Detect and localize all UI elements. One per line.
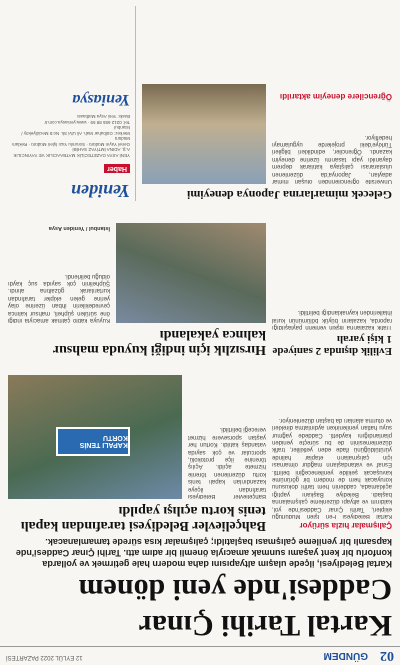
side-body-text: Üniversite öğrencilerinden oluşan mimar adayları, Japonya'da düzenlenen uluslararası çalıştaya katılarak deprem dayanıklı yapı tasarımı üzerine deneyim kazandı. Öğrenciler, edindikleri bilgileri Türkiye'deki projelerde uygulamayı hedefliyor.: [272, 133, 392, 184]
issue-date: 12 EYLÜL 2022 PAZARTESİ: [6, 654, 83, 660]
main-headline-line2: Caddesi'nde yeni dönem: [78, 573, 392, 606]
section-label: GÜNDEM: [323, 650, 368, 661]
small-headline: Evlilik dışında 2 saniyede 1 kişi yaralı: [272, 333, 392, 357]
side-headline: Gelecek mimarlarına Japonya deneyimi: [187, 188, 392, 202]
lower-band: [8, 6, 392, 201]
masthead-tag: Haber: [104, 164, 130, 173]
small-body-text: Trafik kazalarına ilişkin verilerin paylaşıldığı raporda, kazaların büyük bölümünün kural ihlallerinden kaynaklandığı belirtildi.: [272, 309, 392, 330]
small-article: [272, 207, 392, 357]
masthead-logo: Yeniden: [70, 181, 130, 201]
main-subhead: Çalışmalar hızla sürüyor: [299, 521, 392, 530]
page-header: [0, 646, 400, 665]
imprint-line3: Merkez: Gülbahar Mah. Ali Ulvi Sk. No:5 Mecidiyeköy / İstanbul: [21, 125, 130, 136]
page-number: 02: [380, 648, 394, 663]
tennis-court-photo: [8, 375, 182, 499]
tennis-sign: KAPALI TENİS KORTU: [56, 427, 130, 456]
main-headline-line1: Kartal Tarihi Çınar: [138, 609, 392, 642]
middle-band: [8, 207, 392, 357]
tennis-article: [8, 363, 266, 533]
tennis-body-text: Bahçelievler Belediyesi tarafından ilçeye kazandırılan kapalı tenis kortu düzenlenen törenle hizmete açıldı. Açılış törenine ilçe protokolü, sporcular ve çok sayıda vatandaş katıldı. Kortun her yaştan sporsevere hizmet vereceği belirtildi.: [188, 426, 266, 499]
police-photo: [116, 223, 266, 323]
main-lead: Kartal Belediyesi, ilçede ulaşım altyapısını daha modern hale getirmek ve yollarda konforlu bir kent yaşamı sunmak amacıyla önemli bir adım attı. Tarihi Çınar Caddesi'nde kapsamlı bir yenileme çalışması başlatıldı; çalışmalar kısa sürede tamamlanacak.: [15, 537, 392, 569]
police-article: [8, 207, 266, 357]
imprint-box: [8, 6, 136, 201]
masthead-logo-bottom: Yeniasya: [72, 91, 130, 108]
side-subhead: Öğrencilere deneyim aktarıldı: [279, 92, 392, 101]
tennis-headline: Bahçelievler Belediyesi tarafından kapalı tenis kortu açılışı yapıldı: [20, 503, 266, 533]
imprint-line4: Tel: 0212 655 88 59 · www.yeniasya.com.tr: [44, 120, 130, 125]
side-article: [142, 6, 392, 201]
upper-band: [8, 363, 392, 533]
imprint-line1: YENİ ASYA GAZETECİLİK MATBAACILIK VE YAYINCILIK A.Ş. ADINA İMTİYAZ SAHİBİ: [13, 147, 130, 158]
imprint-line2: Genel Yayın Müdürü · Sorumlu Yazı İşleri Müdürü · Reklam Müdürü: [12, 136, 130, 147]
side-photo: [142, 84, 266, 184]
police-body-text: Kuyuya kablo çalmak amacıyla indiği öne sürülen şüpheli, mahsur kalınca çevredekilerin ihbarı üzerine olay yerine gelen ekipler tarafından kurtarılarak gözaltına alındı. Şüphelinin çok sayıda suç kaydı olduğu belirlendi.: [8, 272, 110, 323]
police-credit: İstanbul / Yeniden Asya: [48, 225, 110, 231]
imprint-line5: Baskı: Yeni Asya Matbaası: [76, 114, 130, 120]
main-article: [0, 536, 400, 640]
main-body-column: [272, 363, 392, 533]
main-body-text: Kartal Belediyesi Fen İşleri Müdürlüğü ekipleri, Tarihi Çınar Caddesi'nde yol, kaldırım ve altyapı düzenleme çalışmalarına başladı. Belediye Başkanı yaptığı açıklamada, caddenin hem tarihi dokusunu koruyacak hem de modern bir görünüme kavuşacak şekilde yenileneceğini belirtti. Esnaf ve vatandaşların mağdur olmaması için çalışmaların etaplar halinde yürütüldüğünü ifade eden yetkililer, trafik düzenlemesinin de bu süreçte yeniden planlandığını kaydetti. Caddede yağmur suyu hatları yenilenirken aydınlatma direkleri ve oturma alanları da baştan düzenleniyor.: [272, 416, 392, 519]
police-headline: Hırsızlık için indiği kuyuda mahsur kalınca yakalandı: [53, 327, 266, 357]
